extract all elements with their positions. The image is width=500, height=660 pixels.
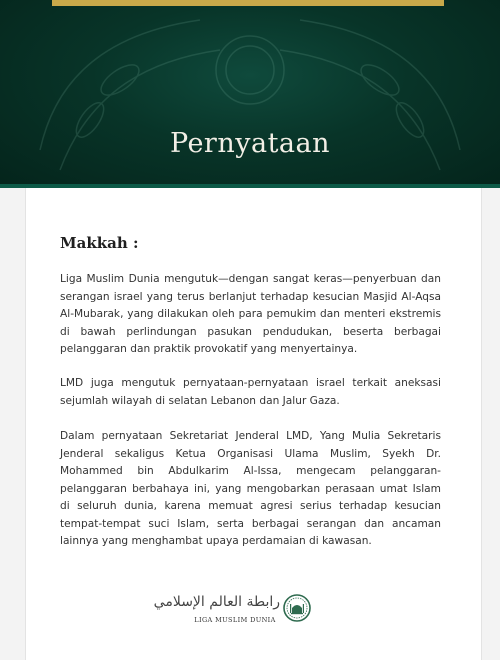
statement-location: Makkah : [60,234,139,252]
organization-logo [153,590,315,630]
logo-arabic-name: رابطة العالم الإسلامي [153,594,280,610]
mosque-emblem-icon [283,594,311,622]
logo-latin-name: LIGA MUSLIM DUNIA [194,616,276,624]
ornament-pattern-icon [0,0,500,188]
page-title: Pernyataan [169,128,330,159]
statement-paragraph-3: Dalam pernyataan Sekretariat Jenderal LMD, Yang Mulia Sekretaris Jenderal sekaligus Ketua Organisasi Ulama Muslim, Syekh Dr. Mohammed bin Abdulkarim Al-Issa, mengecam pelanggaran-pelanggaran berbahaya ini, yang mengobarkan perasaan umat Islam di seluruh dunia, karena memuat agresi serius terhadap kesucian tempat-tempat suci Islam, serta berbagai serangan dan ancaman lainnya yang menghambat upaya perdamaian di kawasan. [60,430,441,547]
statement-paragraph-2: LMD juga mengutuk pernyataan-pernyataan israel terkait aneksasi sejumlah wilayah di selatan Lebanon dan Jalur Gaza. [60,377,441,407]
statement-paragraph-1: Liga Muslim Dunia mengutuk—dengan sangat keras—penyerbuan dan serangan israel yang terus berlanjut terhadap kesucian Masjid Al-Aqsa Al-Mubarak, yang dilakukan oleh para pemukim dan menteri ekstremis di bawah perlindungan pasukan pendudukan, beserta berbagai pelanggaran dan praktik provokatif yang menyertainya. [60,273,441,355]
header-banner [0,0,500,188]
